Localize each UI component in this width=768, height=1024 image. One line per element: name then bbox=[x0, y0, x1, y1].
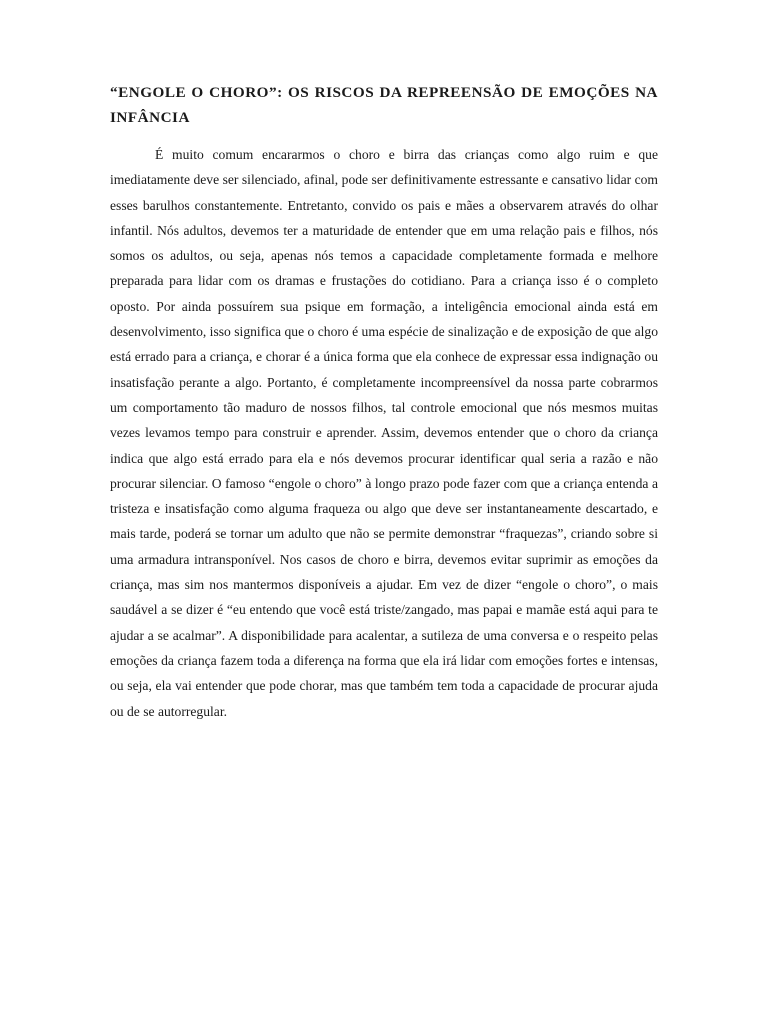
document-content bbox=[110, 80, 658, 724]
body-paragraph: É muito comum encararmos o choro e birra das crianças como algo ruim e que imediatamente deve ser silenciado, afinal, pode ser definitivamente estressante e cansativo lidar com esses barulhos constantemente. Entretanto, convido os pais e mães a observarem através do olhar infantil. Nós adultos, devemos ter a maturidade de entender que em uma relação pais e filhos, nós somos os adultos, ou seja, apenas nós temos a capacidade completamente formada e melhore preparada para lidar com os dramas e frustações do cotidiano. Para a criança isso é o completo oposto. Por ainda possuírem sua psique em formação, a inteligência emocional ainda está em desenvolvimento, isso significa que o choro é uma espécie de sinalização e de exposição de que algo está errado para a criança, e chorar é a única forma que ela conhece de expressar essa indignação ou insatisfação perante a algo. Portanto, é completamente incompreensível da nossa parte cobrarmos um comportamento tão maduro de nossos filhos, tal controle emocional que nós mesmos muitas vezes levamos tempo para construir e aprender. Assim, devemos entender que o choro da criança indica que algo está errado para ela e nós devemos procurar identificar qual seria a razão e não procurar silenciar. O famoso “engole o choro” à longo prazo pode fazer com que a criança entenda a tristeza e insatisfação como alguma fraqueza ou algo que deve ser instantaneamente descartado, e mais tarde, poderá se tornar um adulto que não se permite demonstrar “fraquezas”, criando sobre si uma armadura intransponível. Nos casos de choro e birra, devemos evitar suprimir as emoções da criança, mas sim nos mantermos disponíveis a ajudar. Em vez de dizer “engole o choro”, o mais saudável a se dizer é “eu entendo que você está triste/zangado, mas papai e mamãe está aqui para te ajudar a se acalmar”. A disponibilidade para acalentar, a sutileza de uma conversa e o respeito pelas emoções da criança fazem toda a diferença na forma que ela irá lidar com emoções fortes e intensas, ou seja, ela vai entender que pode chorar, mas que também tem toda a capacidade de procurar ajuda ou de se autorregular. bbox=[110, 147, 658, 719]
document-title: “ENGOLE O CHORO”: OS RISCOS DA REPREENSÃO DE EMOÇÕES NA INFÂNCIA bbox=[110, 84, 658, 126]
